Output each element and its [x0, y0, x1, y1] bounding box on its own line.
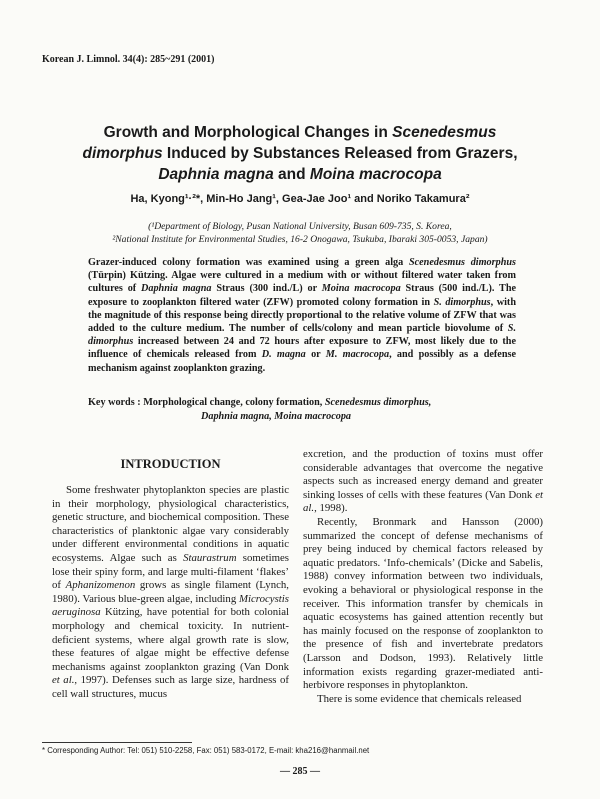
footnote-divider — [42, 742, 192, 743]
abstract-italic: M. macrocopa — [325, 349, 390, 361]
abstract-italic: Moina macrocopa — [321, 283, 401, 295]
title-part: and — [273, 166, 310, 183]
paragraph: Recently, Bronmark and Hansson (2000) summarized the concept of defense mechanisms of prey being induced by chemical factors released by aquatic predators. ‘Info-chemicals’ (Dicke and Sabelis, 1988) convey information between two individuals, evoking a behavioral or physiological response in the receiver. This information transfer by chemicals in aquatic ecosystems has gained attention recently but has mainly focused on the response of zooplankton to the presence of fish and invertebrate predators (Larsson and Dodson, 1993). Relatively little information exists regarding grazer-mediated anti-herbivore responses in phytoplankton. — [303, 515, 543, 692]
paragraph: There is some evidence that chemicals released — [317, 692, 522, 705]
page-number: — 285 — — [280, 766, 320, 777]
body-text: excretion, and the production of toxins must offer considerable advantages that overcome the negative aspects such as increased energy demand and greater sinking losses of cells with these features (Van Donk — [303, 448, 543, 501]
title-italic: dimorphus — [82, 145, 163, 162]
abstract-text: (Türpin) Kützing. Algae were cultured in a medium with or without filtered water taken from cultures of — [88, 270, 516, 295]
abstract-text: Grazer-induced colony formation was examined using a green alga — [88, 257, 409, 268]
body-text: , 1997). Defenses such as large size, hardness of cell wall structures, mucus — [52, 674, 289, 700]
abstract — [88, 256, 516, 375]
section-heading-introduction: INTRODUCTION — [120, 457, 221, 471]
keywords-label: Key words : — [88, 397, 144, 408]
abstract-text: Straus (300 ind./L) or — [211, 283, 322, 295]
body-text: sometimes lose their spiny form, and large multi-filament ‘flakes’ of — [52, 551, 289, 592]
abstract-italic: Daphnia magna — [141, 283, 212, 295]
abstract-text: , and possibly as a defense mechanism against zooplankton grazing. — [88, 349, 516, 374]
keywords-italic: Daphnia magna, Moina macrocopa — [201, 411, 352, 422]
title-italic: Daphnia magna — [158, 166, 274, 183]
keywords-text: Morphological change, colony formation, — [143, 397, 325, 408]
journal-reference: Korean J. Limnol. 34(4): 285~291 (2001) — [42, 54, 215, 65]
abstract-text: or — [305, 349, 326, 361]
paper-title — [40, 122, 560, 185]
body-text: Kützing, have potential for both colonial morphology and chemical toxicity. In nutrient-deficient systems, where algal growth rate is slow, these features of algae might be effective defense mechanisms against zooplankton grazing (Van Donk — [52, 606, 289, 673]
affiliations — [20, 220, 580, 246]
body-text: grows as single filament (Lynch, 1980). Various blue-green algae, including — [52, 579, 289, 605]
right-column-text — [303, 448, 543, 706]
author-list: Ha, Kyong¹·²*, Min-Ho Jang¹, Gea-Jae Joo¹ and Noriko Takamura² — [130, 193, 470, 205]
body-text: , 1998). — [314, 502, 348, 515]
body-italic: Staurastrum — [183, 551, 237, 564]
abstract-italic: D. magna — [261, 349, 306, 361]
abstract-italic: Scenedesmus dimorphus — [408, 257, 517, 268]
abstract-text: Straus (500 ind./L). The exposure to zooplankton filtered water (ZFW) promoted colony formation in — [88, 283, 517, 308]
paragraph — [52, 484, 289, 702]
title-italic: Scenedesmus — [392, 124, 497, 141]
affiliation-line: ²National Institute for Environmental Studies, 16-2 Onogawa, Tsukuba, Ibaraki 305-0053, Japan) — [112, 234, 488, 245]
body-italic: Aphanizomenon — [65, 579, 136, 592]
abstract-text: , with the magnitude of this response being directly proportional to the relative volume of ZFW that was added to the culture medium. The number of cells/colony and mean particle biovolume of — [88, 296, 516, 335]
footnote: * Corresponding Author: Tel: 051) 510-2258, Fax: 051) 583-0172, E-mail: kha216@hanmail.net — [42, 746, 370, 755]
left-column-text — [52, 484, 289, 702]
title-italic: Moina macrocopa — [309, 166, 442, 183]
abstract-italic: S. dimorphus — [88, 323, 516, 348]
body-italic: et al. — [52, 674, 75, 687]
abstract-italic: S. dimorphus — [433, 296, 491, 308]
paragraph — [303, 448, 543, 516]
keywords — [88, 396, 520, 424]
affiliation-line: (¹Department of Biology, Pusan National University, Busan 609-735, S. Korea, — [148, 221, 452, 232]
abstract-text: increased between 24 and 72 hours after exposure to ZFW, most likely due to the influence of chemicals released from — [88, 336, 516, 361]
body-italic: Microcystis aeruginosa — [52, 592, 289, 619]
title-part: Induced by Substances Released from Grazers, — [162, 145, 518, 162]
keywords-italic: Scenedesmus dimorphus, — [324, 397, 432, 408]
title-part: Growth and Morphological Changes in — [103, 124, 393, 141]
body-text: Some freshwater phytoplankton species are plastic in their morphology, physiological characteristics, genetic structure, and biochemical composition. These characteristics of planktonic algae vary considerably under different environmental conditions in aquatic ecosystems. Algae such as — [52, 484, 289, 564]
body-italic: et al. — [303, 488, 543, 515]
